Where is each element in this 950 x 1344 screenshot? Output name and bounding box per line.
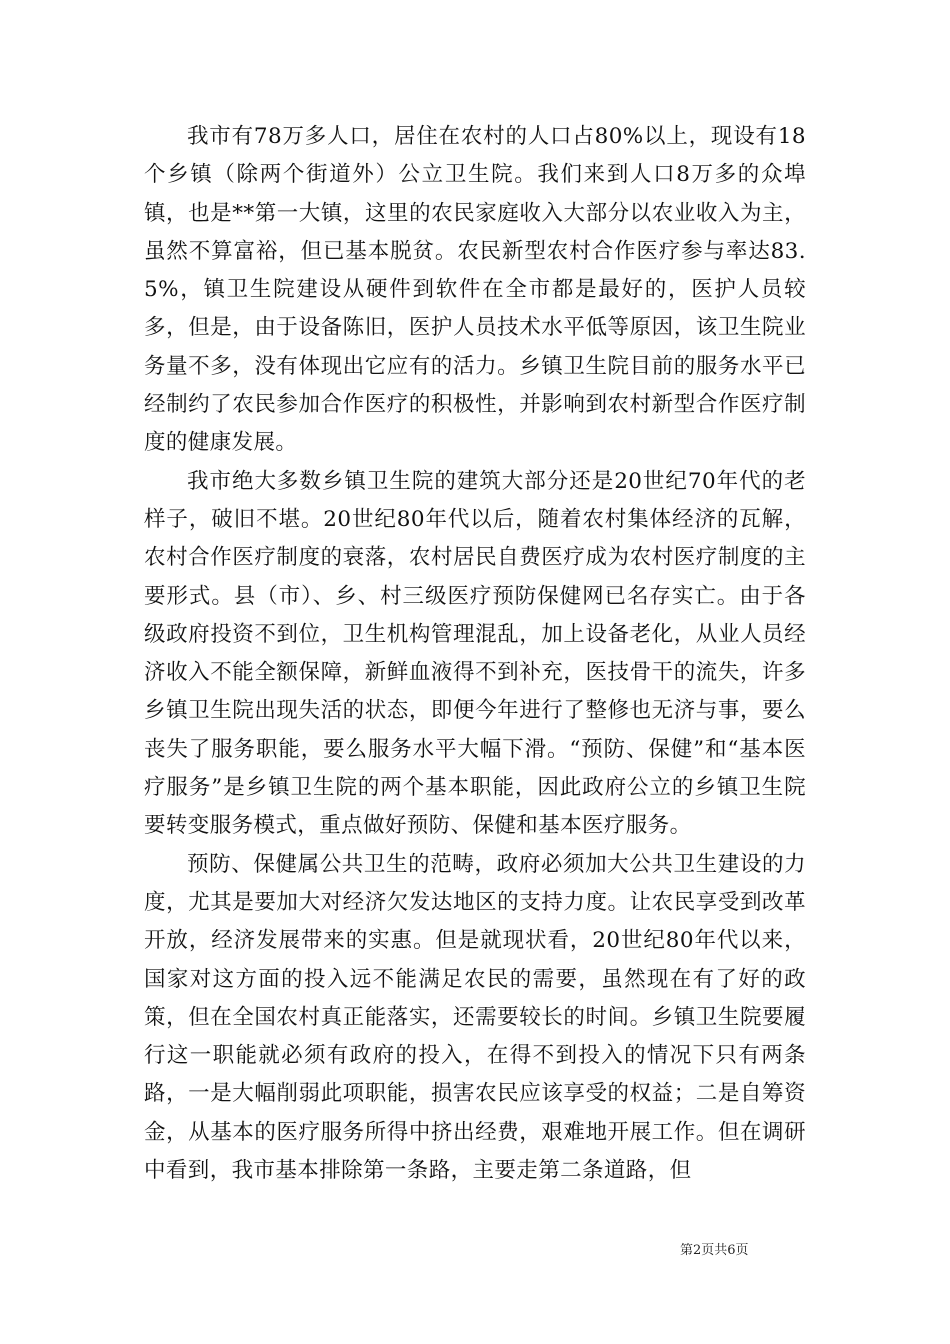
page-number-footer: 第2页共6页 (680, 1243, 749, 1258)
paragraph-2: 我市绝大多数乡镇卫生院的建筑大部分还是20世纪70年代的老样子，破旧不堪。20世纪80年代以后，随着农村集体经济的瓦解，农村合作医疗制度的衰落，农村居民自费医疗成为农村医疗制度的主要形式。县（市）、乡、村三级医疗预防保健网已名存实亡。由于各级政府投资不到位，卫生机构管理混乱，加上设备老化，从业人员经济收入不能全额保障，新鲜血液得不到补充，医技骨干的流失，许多乡镇卫生院出现失活的状态，即便今年进行了整修也无济与事，要么丧失了服务职能，要么服务水平大幅下滑。“预防、保健”和“基本医疗服务”是乡镇卫生院的两个基本职能，因此政府公立的乡镇卫生院要转变服务模式，重点做好预防、保健和基本医疗服务。 (144, 468, 806, 839)
paragraph-1: 我市有78万多人口，居住在农村的人口占80%以上，现设有18个乡镇（除两个街道外）公立卫生院。我们来到人口8万多的众埠镇，也是**第一大镇，这里的农民家庭收入大部分以农业收入为主，虽然不算富裕，但已基本脱贫。农民新型农村合作医疗参与率达83.5%，镇卫生院建设从硬件到软件在全市都是最好的，医护人员较多，但是，由于设备陈旧，医护人员技术水平低等原因，该卫生院业务量不多，没有体现出它应有的活力。乡镇卫生院目前的服务水平已经制约了农民参加合作医疗的积极性，并影响到农村新型合作医疗制度的健康发展。 (144, 124, 806, 456)
body-text (144, 118, 806, 1190)
paragraph-3: 预防、保健属公共卫生的范畴，政府必须加大公共卫生建设的力度，尤其是要加大对经济欠发达地区的支持力度。让农民享受到改革开放，经济发展带来的实惠。但是就现状看，20世纪80年代以来，国家对这方面的投入远不能满足农民的需要，虽然现在有了好的政策，但在全国农村真正能落实，还需要较长的时间。乡镇卫生院要履行这一职能就必须有政府的投入，在得不到投入的情况下只有两条路，一是大幅削弱此项职能，损害农民应该享受的权益；二是自筹资金，从基本的医疗服务所得中挤出经费，艰难地开展工作。但在调研中看到，我市基本排除第一条路，主要走第二条道路，但 (144, 851, 806, 1184)
